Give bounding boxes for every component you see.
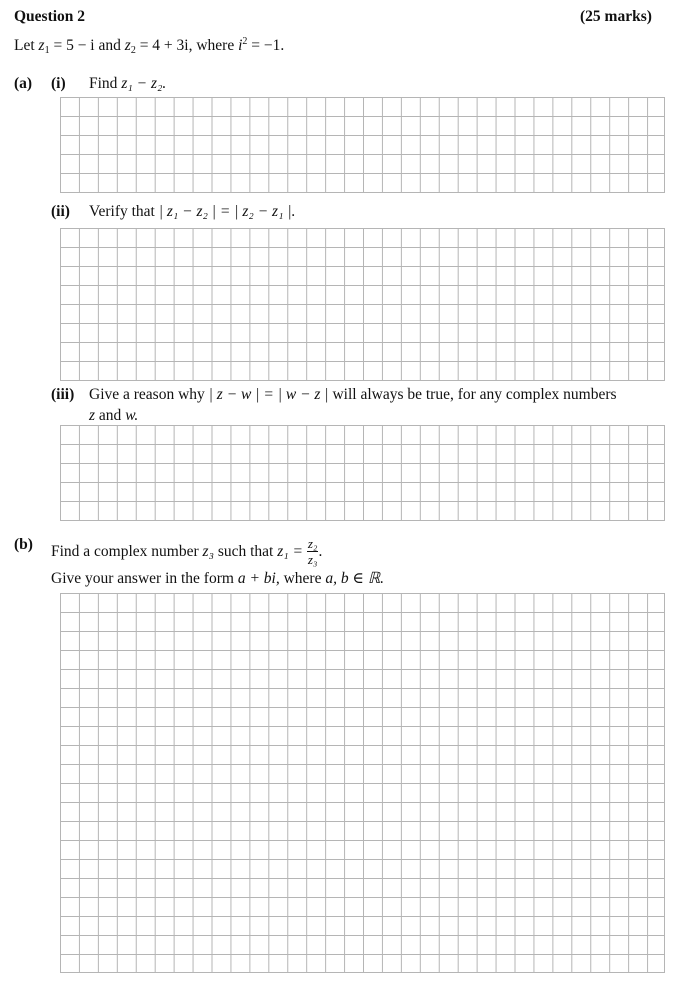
part-a-ii-expr: | z₁ − z₂ | = | z₂ − z₁ |. — [158, 203, 296, 220]
intro-z1: z — [38, 37, 45, 54]
part-a-iii-label: (iii) — [51, 386, 75, 403]
part-b-z3: z₃ — [202, 543, 214, 560]
part-a-i-text: Find — [89, 75, 118, 92]
part-a-ii-label: (ii) — [51, 203, 70, 220]
intro-z2: z — [124, 37, 131, 54]
part-a-iii-text1: Give a reason why — [89, 386, 205, 403]
intro-z2-value: = 4 + 3i, — [139, 37, 193, 54]
part-b-frac-den: z₃ — [307, 552, 318, 567]
intro-i-sup: 2 — [242, 36, 248, 47]
answer-grid-a-iii[interactable] — [60, 425, 665, 521]
answer-grid-b[interactable] — [60, 593, 665, 973]
part-b-where: where — [283, 570, 322, 587]
part-b-question — [51, 537, 322, 566]
part-b-frac-num: z₂ — [307, 536, 318, 551]
intro-line — [14, 38, 284, 54]
intro-let: Let — [14, 37, 35, 54]
part-a-iii-expr: | z − w | = | w − z | — [208, 386, 329, 403]
part-b-period: . — [318, 543, 323, 560]
answer-grid-a-ii[interactable] — [60, 228, 665, 381]
part-b-fraction — [307, 537, 319, 566]
part-b-label: (b) — [14, 536, 33, 553]
part-b-text1: Find a complex number — [51, 543, 199, 560]
intro-z1-value: = 5 − i — [53, 37, 95, 54]
part-a-ii-question — [89, 204, 295, 220]
part-a-i-expr: z₁ − z₂. — [121, 75, 167, 92]
part-a-ii-text: Verify that — [89, 203, 155, 220]
part-b-line2 — [51, 571, 384, 587]
intro-where: where — [196, 37, 235, 54]
part-a-iii-z: z — [89, 407, 96, 424]
intro-and: and — [98, 37, 121, 54]
part-a-iii-line2 — [89, 408, 138, 424]
part-a-iii-question — [89, 387, 617, 403]
part-a-iii-w: w. — [125, 407, 139, 424]
intro-i: i — [238, 37, 243, 54]
part-b-line2-text: Give your answer in the form — [51, 570, 234, 587]
part-b-text2: such that — [217, 543, 274, 560]
part-b-lhs: z₁ = — [277, 543, 303, 560]
answer-grid-a-i[interactable] — [60, 97, 665, 193]
part-b-cond: a, b ∈ ℝ. — [325, 570, 384, 587]
part-a-i-label: (i) — [51, 75, 66, 92]
intro-z2-sub: 2 — [130, 45, 136, 56]
intro-z1-sub: 1 — [44, 45, 50, 56]
part-a-iii-text2: will always be true, for any complex numbers — [332, 386, 617, 403]
part-b-form: a + bi, — [237, 570, 280, 587]
question-title: Question 2 — [14, 8, 86, 25]
part-a-label: (a) — [14, 75, 33, 92]
part-a-i-question — [89, 76, 166, 92]
part-a-iii-and: and — [98, 407, 122, 424]
marks-label: (25 marks) — [580, 8, 652, 25]
intro-i-value: = −1. — [251, 37, 285, 54]
